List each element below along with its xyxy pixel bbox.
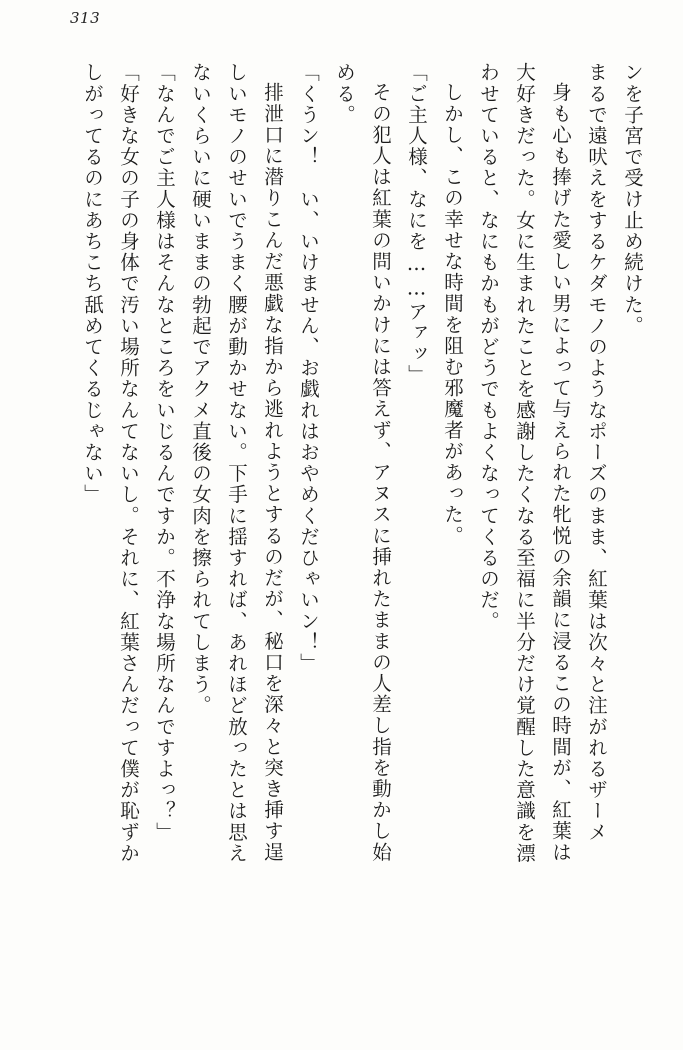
paragraph-line: しかし、この幸せな時間を阻む邪魔者があった。 xyxy=(441,82,464,547)
paragraph-line: わせていると、なにもかもがどうでもよくなってくるのだ。 xyxy=(477,62,500,632)
paragraph-line: ないくらいに硬いままの勃起でアクメ直後の女肉を擦られてしまう。 xyxy=(189,62,212,717)
paragraph-line: まるで遠吠えをするケダモノのようなポーズのまま、紅葉は次々と注がれるザーメ xyxy=(585,62,608,843)
paragraph-line: 「なんでご主人様はそんなところをいじるんですか。不浄な場所なんですよっ？」 xyxy=(153,62,176,843)
page-number: 313 xyxy=(70,9,101,27)
paragraph-line: しいモノのせいでうまく腰が動かせない。下手に揺すれば、あれほど放ったとは思え xyxy=(225,62,248,864)
paragraph-line: 排泄口に潜りこんだ悪戯な指から逃れようとするのだが、秘口を深々と突き挿す逞 xyxy=(261,82,284,863)
page-body-text xyxy=(38,62,650,1022)
paragraph-line: ンを子宮で受け止め続けた。 xyxy=(621,62,644,337)
paragraph-line: 「好きな女の子の身体で汚い場所なんてないし。それに、紅葉さんだって僕が恥ずか xyxy=(117,62,140,864)
paragraph-line: 大好きだった。女に生まれたことを感謝したくなる至福に半分だけ覚醒した意識を漂 xyxy=(513,62,536,864)
paragraph-line: 「ご主人様、なにを……アァッ」 xyxy=(405,62,428,386)
paragraph-line: める。 xyxy=(333,62,356,126)
paragraph-line: 「くうン！ い、いけません、お戯れはおやめくだひゃいン！」 xyxy=(297,62,320,674)
paragraph-line: しがってるのにあちこち舐めてくるじゃない」 xyxy=(81,62,104,506)
paragraph-line: その犯人は紅葉の問いかけには答えず、アヌスに挿れたままの人差し指を動かし始 xyxy=(369,82,392,863)
paragraph-line: 身も心も捧げた愛しい男によって与えられた牝悦の余韻に浸るこの時間が、紅葉は xyxy=(549,82,572,863)
